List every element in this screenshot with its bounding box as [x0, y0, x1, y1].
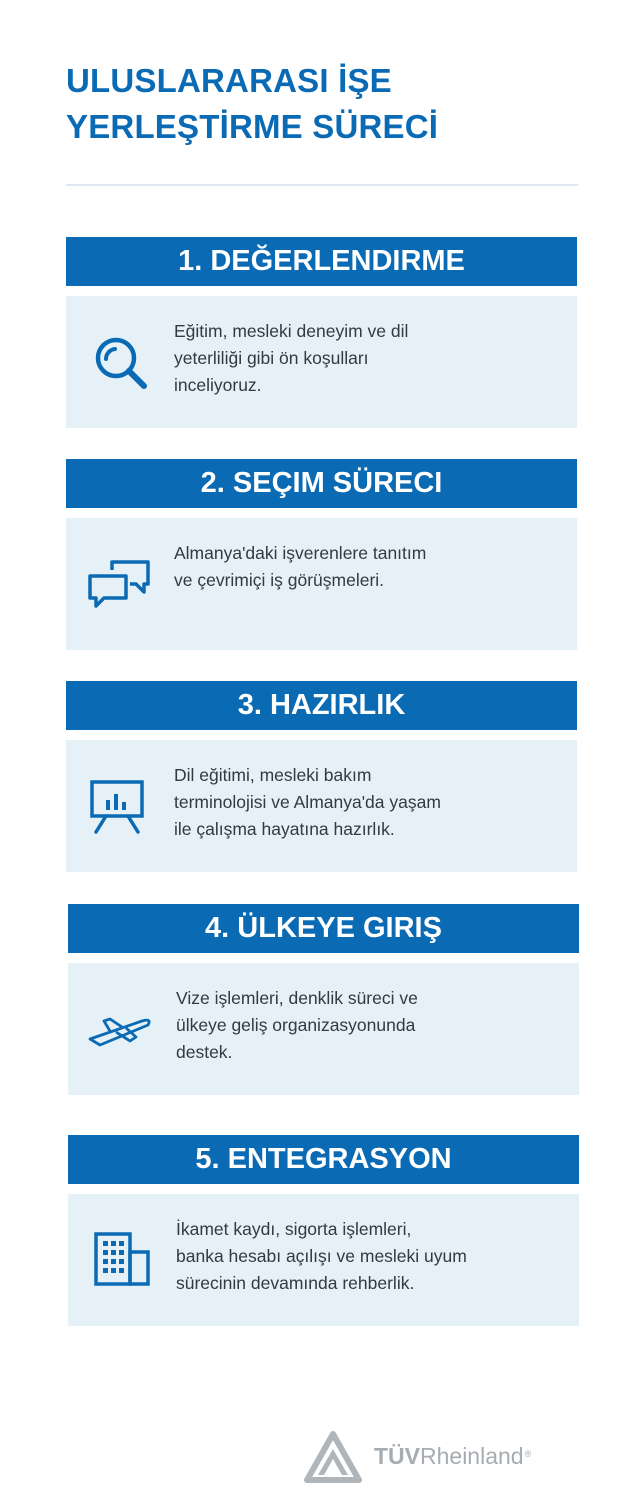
step-1-line: Eğitim, mesleki deneyim ve dil [174, 321, 409, 341]
title-divider [66, 184, 578, 186]
registered-mark: ® [524, 1449, 532, 1459]
step-4-line: Vize işlemleri, denklik süreci ve [176, 988, 418, 1008]
step-3-line: Dil eğitimi, mesleki bakım [174, 765, 372, 785]
step-1-line: yeterliliği gibi ön koşulları [174, 348, 369, 368]
step-3-description [174, 762, 564, 843]
step-1-header: 1. DEĞERLENDIRME [66, 237, 577, 286]
step-3-line: ile çalışma hayatına hazırlık. [174, 819, 395, 839]
logo-wordmark-regular: Rheinland [420, 1443, 524, 1469]
step-3-card [66, 740, 577, 872]
logo-wordmark-bold: TÜV [374, 1443, 420, 1469]
step-4-card [68, 963, 579, 1095]
page-title-line-2: YERLEŞTİRME SÜRECİ [66, 108, 439, 145]
step-4-header: 4. ÜLKEYE GIRIŞ [68, 904, 579, 953]
step-1-line: inceliyoruz. [174, 375, 262, 395]
page-title-line-1: ULUSLARARASI İŞE [66, 62, 392, 99]
step-3-header: 3. HAZIRLIK [66, 681, 577, 730]
step-5-line: İkamet kaydı, sigorta işlemleri, [176, 1219, 412, 1239]
step-1-description [174, 318, 564, 399]
step-5-line: banka hesabı açılışı ve mesleki uyum [176, 1246, 467, 1266]
step-1-card [66, 296, 577, 428]
step-3-line: terminolojisi ve Almanya'da yaşam [174, 792, 441, 812]
tuv-triangle-icon [304, 1431, 362, 1483]
chat-icon [84, 552, 152, 614]
magnifier-icon [84, 330, 152, 392]
step-2-line: Almanya'daki işverenlere tanıtım [174, 543, 427, 563]
presentation-board-icon [84, 774, 152, 836]
step-5-description [176, 1216, 566, 1297]
step-2-header: 2. SEÇIM SÜRECI [66, 459, 577, 508]
page-title [66, 58, 586, 150]
logo-wordmark [374, 1441, 531, 1471]
step-2-card [66, 518, 577, 650]
step-2-line: ve çevrimiçi iş görüşmeleri. [174, 570, 385, 590]
airplane-icon [86, 997, 154, 1059]
step-5-header: 5. ENTEGRASYON [68, 1135, 579, 1184]
step-5-line: sürecinin devamında rehberlik. [176, 1273, 415, 1293]
step-4-description [176, 985, 566, 1066]
step-4-line: ülkeye geliş organizasyonunda [176, 1015, 416, 1035]
step-5-card [68, 1194, 579, 1326]
building-icon [86, 1228, 154, 1290]
step-4-line: destek. [176, 1042, 233, 1062]
tuv-rheinland-logo [304, 1431, 584, 1483]
step-2-description [174, 540, 564, 594]
